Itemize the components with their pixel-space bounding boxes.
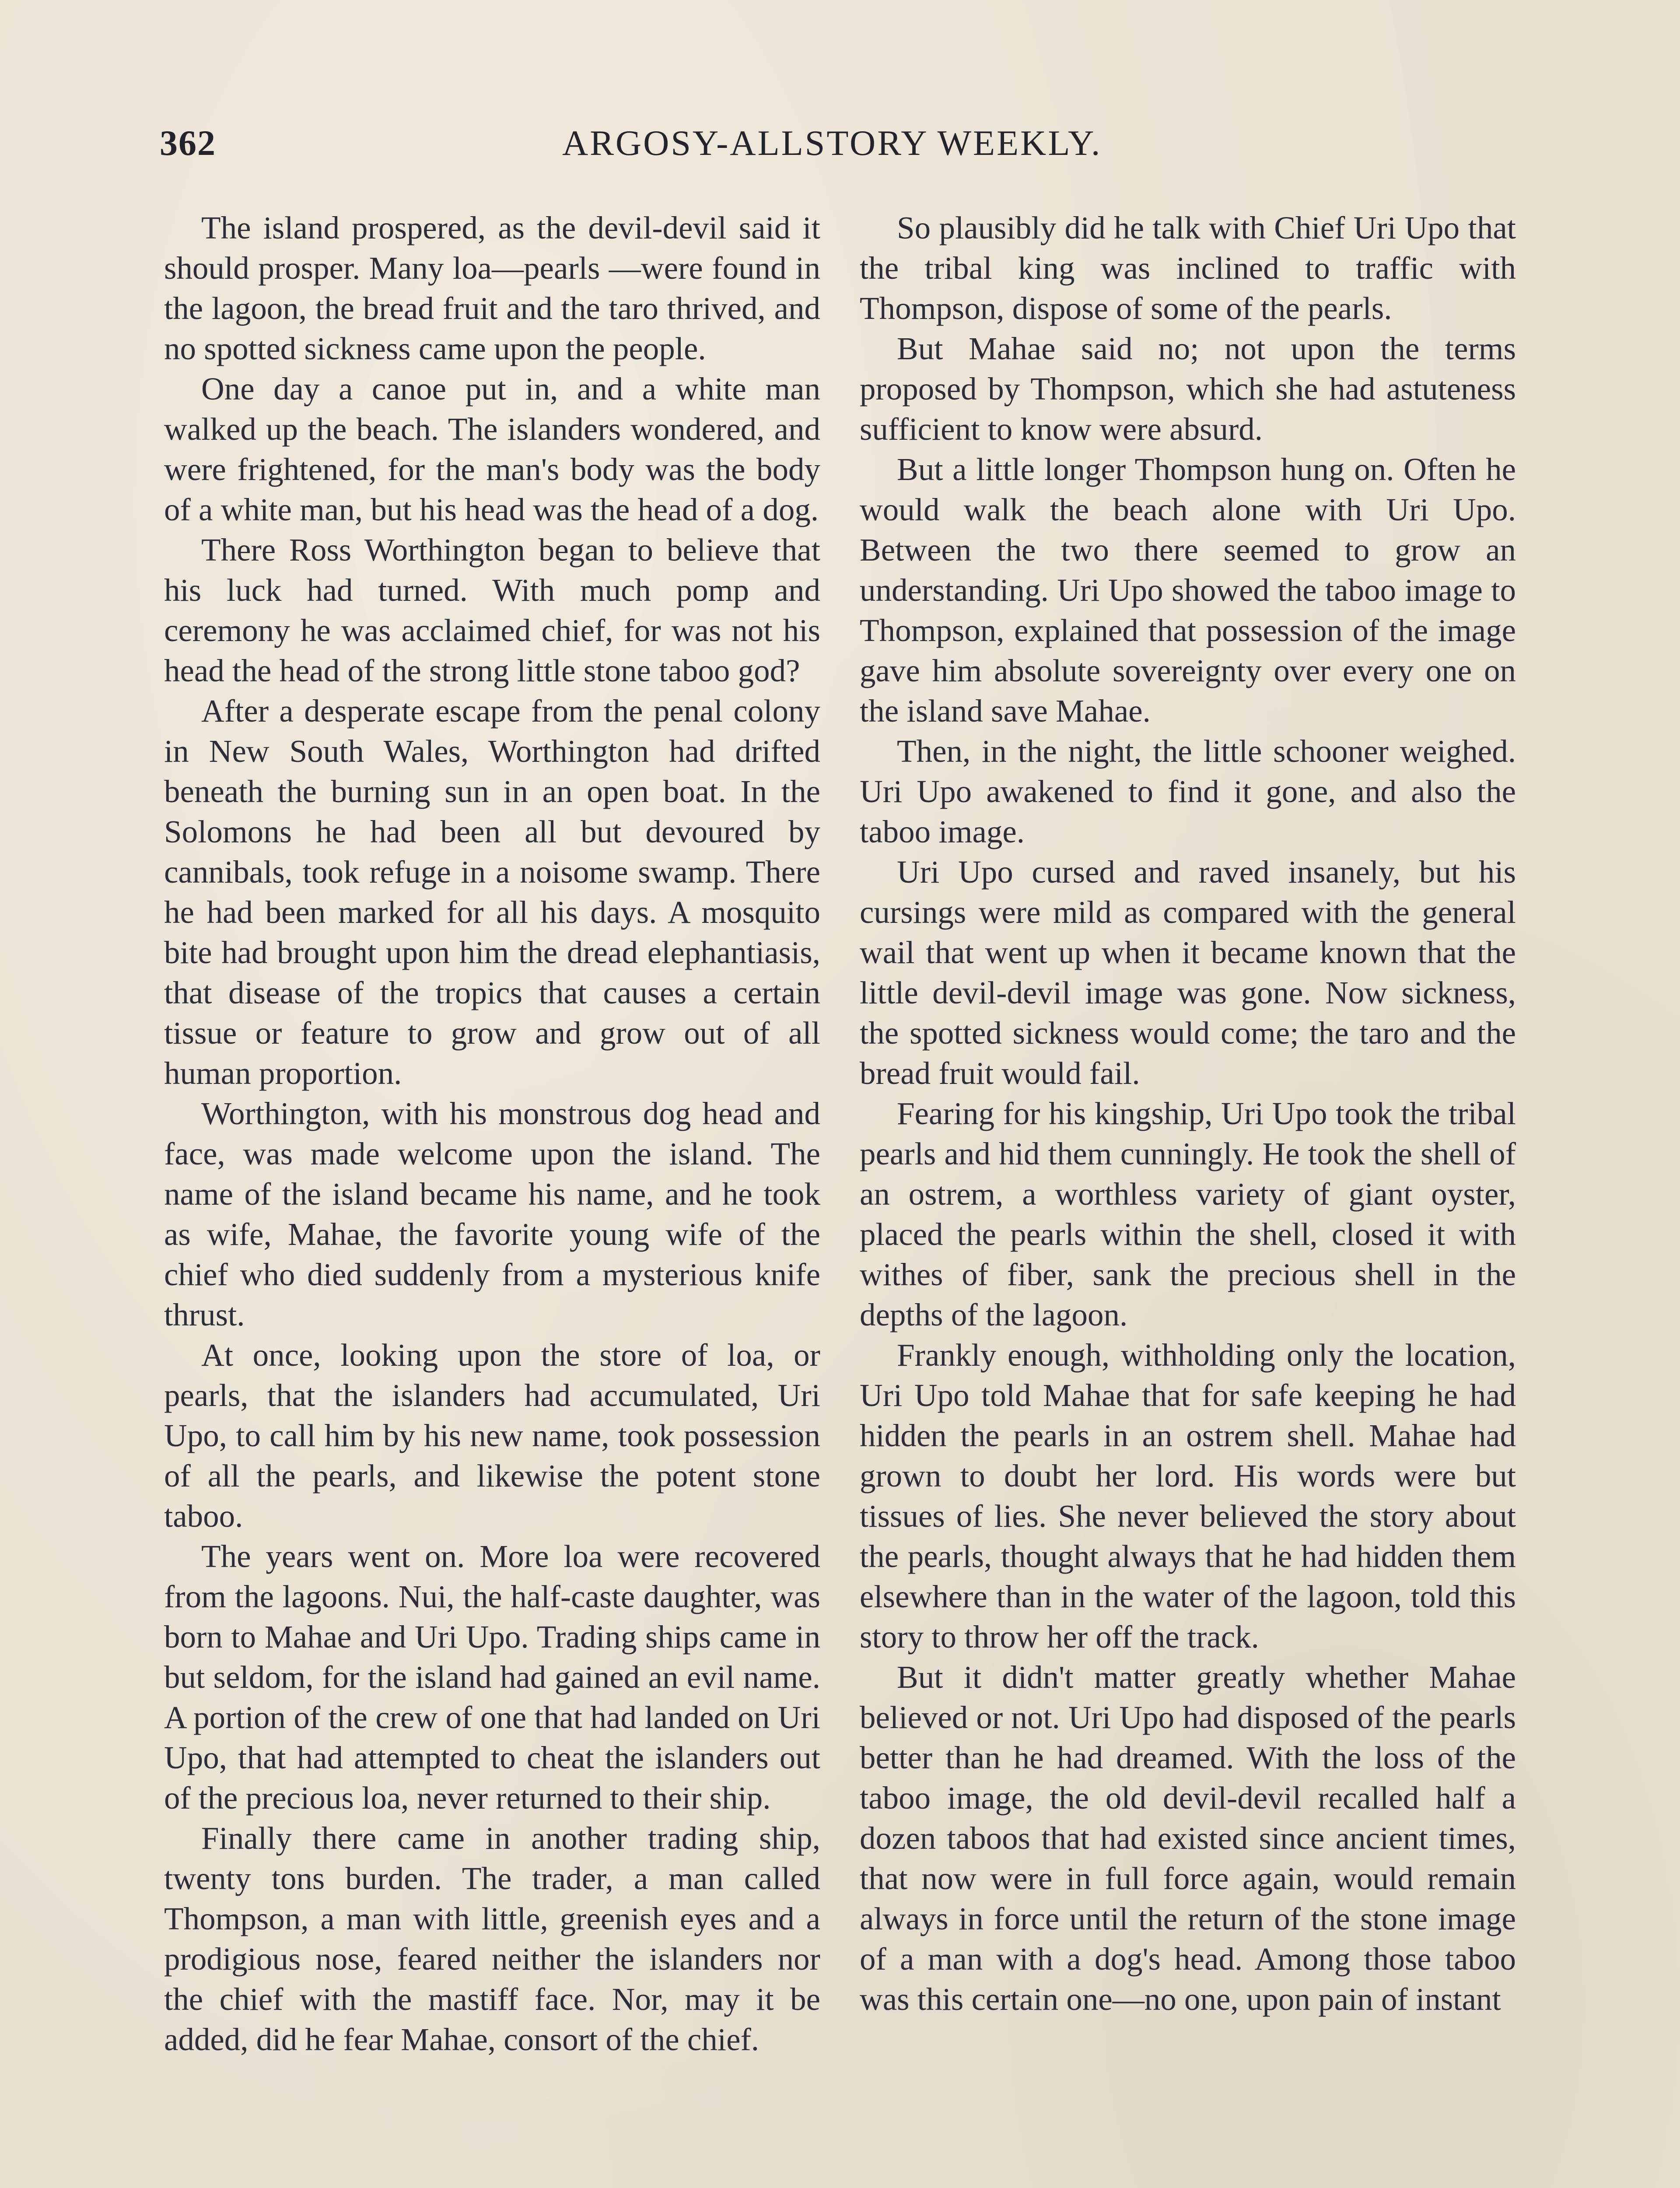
paragraph: Fearing for his kingship, Uri Upo took the tribal pearls and hid them cunningly. He took the shell of an ostrem, a worthless variety of giant oyster, placed the pearls within the shell, closed it with withes of fiber, sank the precious shell in the depths of the lagoon.	[860, 1096, 1516, 1332]
paragraph: After a desperate escape from the penal colony in New South Wales, Worthington had drifted beneath the burning sun in an open boat. In the Solomons he had been all but devoured by cannibals, took refuge in a noisome swamp. There he had been marked for all his days. A mosquito bite had brought upon him the dread elephantiasis, that disease of the tropics that causes a certain tissue or feature to grow and grow out of all human proportion.	[164, 693, 820, 1091]
paragraph: But a little longer Thompson hung on. Often he would walk the beach alone with Uri Upo. Between the two there seemed to grow an understanding. Uri Upo showed the taboo image to Thompson, explained that possession of the image gave him absolute sovereignty over every one on the island save Mahae.	[860, 452, 1516, 729]
paragraph: So plausibly did he talk with Chief Uri Upo that the tribal king was inclined to traffic with Thompson, dispose of some of the pearls.	[860, 210, 1516, 326]
right-column	[860, 208, 1516, 2020]
paragraph: At once, looking upon the store of loa, or pearls, that the islanders had accumulated, Uri Upo, to call him by his new name, took possession of all the pearls, and likewise the potent stone taboo.	[164, 1337, 820, 1534]
paragraph: The island prospered, as the devil-devil said it should prosper. Many loa—pearls —were found in the lagoon, the bread fruit and the taro thrived, and no spotted sickness came upon the people.	[164, 210, 820, 366]
paragraph: Then, in the night, the little schooner weighed. Uri Upo awakened to find it gone, and also the taboo image.	[860, 733, 1516, 849]
page-number: 362	[160, 123, 216, 163]
paragraph: But Mahae said no; not upon the terms proposed by Thompson, which she had astuteness sufficient to know were absurd.	[860, 331, 1516, 447]
page-header	[160, 123, 1525, 175]
paragraph: But it didn't matter greatly whether Mahae believed or not. Uri Upo had disposed of the pearls better than he had dreamed. With the loss of the taboo image, the old devil-devil recalled half a dozen taboos that had existed since ancient times, that now were in full force again, would remain always in force until the return of the stone image of a man with a dog's head. Among those taboo was this certain one—no one, upon pain of instant	[860, 1659, 1516, 2017]
paragraph: There Ross Worthington began to believe that his luck had turned. With much pomp and ceremony he was acclaimed chief, for was not his head the head of the strong little stone taboo god?	[164, 532, 820, 688]
paragraph: Frankly enough, withholding only the location, Uri Upo told Mahae that for safe keeping he had hidden the pearls in an ostrem shell. Mahae had grown to doubt her lord. His words were but tissues of lies. She never believed the story about the pearls, thought always that he had hidden them elsewhere than in the water of the lagoon, told this story to throw her off the track.	[860, 1337, 1516, 1655]
paragraph: One day a canoe put in, and a white man walked up the beach. The islanders wondered, and were frightened, for the man's body was the body of a white man, but his head was the head of a dog.	[164, 371, 820, 527]
paragraph: Finally there came in another trading ship, twenty tons burden. The trader, a man called Thompson, a man with little, greenish eyes and a prodigious nose, feared neither the islanders nor the chief with the mastiff face. Nor, may it be added, did he fear Mahae, consort of the chief.	[164, 1820, 820, 2057]
running-head: ARGOSY-ALLSTORY WEEKLY.	[562, 123, 1102, 163]
paragraph: Worthington, with his monstrous dog head and face, was made welcome upon the island. The name of the island became his name, and he took as wife, Mahae, the favorite young wife of the chief who died suddenly from a mysterious knife thrust.	[164, 1096, 820, 1332]
paragraph: The years went on. More loa were recovered from the lagoons. Nui, the half-caste daughter, was born to Mahae and Uri Upo. Trading ships came in but seldom, for the island had gained an evil name. A portion of the crew of one that had landed on Uri Upo, that had attempted to cheat the islanders out of the precious loa, never returned to their ship.	[164, 1539, 820, 1816]
left-column	[164, 208, 820, 2060]
paragraph: Uri Upo cursed and raved insanely, but his cursings were mild as compared with the general wail that went up when it became known that the little devil-devil image was gone. Now sickness, the spotted sickness would come; the taro and the bread fruit would fail.	[860, 854, 1516, 1091]
